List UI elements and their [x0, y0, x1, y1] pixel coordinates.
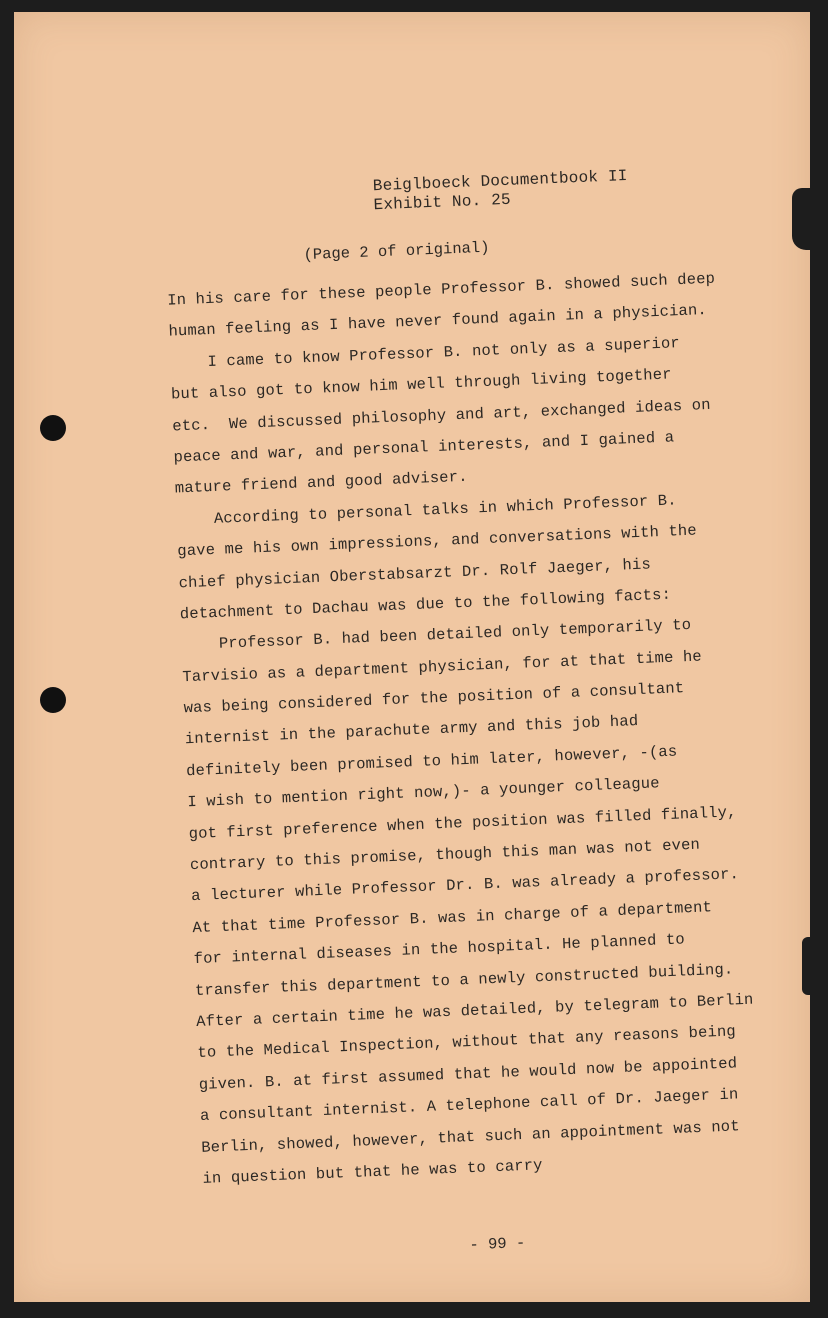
text-line: I came to know Professor B. not only as a superior — [169, 333, 681, 373]
text-line: At that time Professor B. was in charge of a department — [192, 898, 713, 937]
text-line: Berlin, showed, however, that such an appointment was not — [200, 1116, 740, 1157]
text-line: peace and war, and personal interests, and I gained a — [173, 428, 675, 467]
text-line: a lecturer while Professor Dr. B. was already a professor. — [190, 865, 740, 906]
text-line: to the Medical Inspection, without that any reasons being — [197, 1022, 737, 1063]
text-line: contrary to this promise, though this man was not even — [189, 835, 701, 875]
text-line: After a certain time he was detailed, by telegram to Berlin — [195, 990, 754, 1032]
text-line: I wish to mention right now,)- a younger colleague — [187, 774, 661, 812]
document-header — [373, 167, 629, 215]
text-line: human feeling as I have never found again in a physician. — [168, 301, 708, 341]
text-line: in question but that he was to carry — [202, 1156, 543, 1188]
text-line: for internal diseases in the hospital. He planned to — [193, 930, 686, 969]
text-line: was being considered for the position of a consultant — [183, 679, 685, 718]
document-page — [14, 12, 810, 1302]
text-line: a consultant internist. A telephone call of Dr. Jaeger in — [199, 1085, 739, 1126]
text-line: etc. We discussed philosophy and art, exchanged ideas on — [171, 395, 712, 436]
text-line: transfer this department to a newly constructed building. — [194, 960, 734, 1000]
header-title: Beiglboeck Documentbook II — [372, 167, 628, 196]
text-line: chief physician Oberstabsarzt Dr. Rolf Jaeger, his — [178, 554, 652, 592]
text-line: definitely been promised to him later, however, -(as — [185, 742, 678, 781]
text-line: given. B. at first assumed that he would now be appointed — [198, 1054, 738, 1094]
header-exhibit: Exhibit No. 25 — [373, 190, 512, 215]
text-line: gave me his own impressions, and conversations with the — [177, 521, 698, 561]
body-text — [167, 262, 803, 1196]
text-line: In his care for these people Professor B. showed such deep — [166, 269, 716, 310]
text-line: detachment to Dachau was due to the following facts: — [179, 585, 672, 624]
paper-tear-top — [792, 188, 810, 250]
text-line: mature friend and good adviser. — [174, 468, 468, 498]
text-line: Tarvisio as a department physician, for at that time he — [182, 647, 703, 686]
text-line: Professor B. had been detailed only temporarily to — [180, 616, 692, 655]
page-number: - 99 - — [469, 1234, 526, 1255]
original-page-label: (Page 2 of original) — [303, 238, 490, 265]
text-line: but also got to know him well through living together — [170, 365, 672, 404]
text-line: internist in the parachute army and this job had — [184, 712, 639, 749]
text-line: According to personal talks in which Professor B. — [175, 491, 678, 530]
text-line: got first preference when the position was filled finally, — [188, 802, 737, 843]
